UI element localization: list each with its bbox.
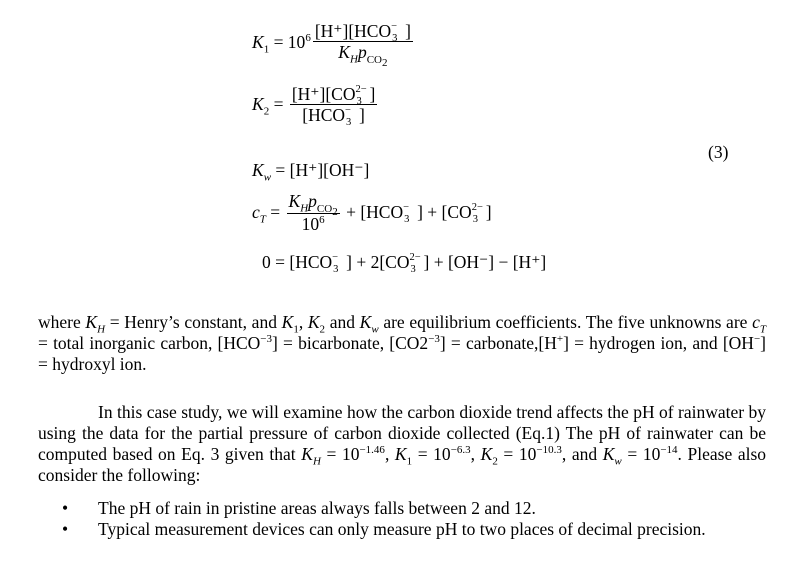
bullet-icon: • [62,498,69,518]
bullet-icon: • [62,519,69,539]
equation-k1: $K_1 = 10^6$ [H⁺][HCO − 3 ] $K_Hp_{CO_2}$ [252,21,411,70]
fraction: [H⁺][CO 2− 3 ] [HCO − 3 ] [291,84,376,129]
definitions-paragraph: where $K_H$ = Henry’s constant, and $K_1$, $K_2$ and $K_w$ are equilibrium coefficients. The five unknowns are $c_T$ = total inorganic carbon, $[HCO^{-3}]$ = bicarbonate, $[CO2^{-3}]$ = carbonate,[H+] = hydrogen ion, and [OH−] = hydroxyl ion. [38,312,766,374]
fraction: $\frac{K_Hp_{CO_2}}{10^6}$ [288,191,338,234]
case-study-paragraph: In this case study, we will examine how the carbon dioxide trend affects the pH of rainwater by using the data for the partial pressure of carbon dioxide collected (Eq.1) The pH of rainwater can be computed based on Eq. 3 given that $K_H = 10^{-1.46}$, $K_1 = 10^{-6.3}$, $K_2 = 10^{-10.3}$, and $K_w = 10^{-14}$. Please also consider the following: [38,402,767,485]
equation-number: (3) [708,142,729,162]
list-item: • Typical measurement devices can only measure pH to two places of decimal precision. [62,519,706,539]
equation-kw: $K_w = [H^+][OH^-]$ [252,160,370,184]
fraction: [H⁺][HCO − 3 ] $K_Hp_{CO_2}$ [314,21,411,70]
equation-ct: $c_T$ = $\frac{K_Hp_{CO_2}}{10^6}$ + [HCO − 3 ] + [CO 2− 3 ] [252,191,492,234]
equation-k2: $K_2$ = [H⁺][CO 2− 3 ] [HCO − 3 ] [252,84,376,129]
equation-charge-balance: 0 = [HCO − 3 ] + 2[CO 2− 3 ] + [OH⁻] − [H⁺] [262,252,547,275]
considerations-list [38,498,738,540]
list-item: • The pH of rain in pristine areas always falls between 2 and 12. [62,498,536,518]
